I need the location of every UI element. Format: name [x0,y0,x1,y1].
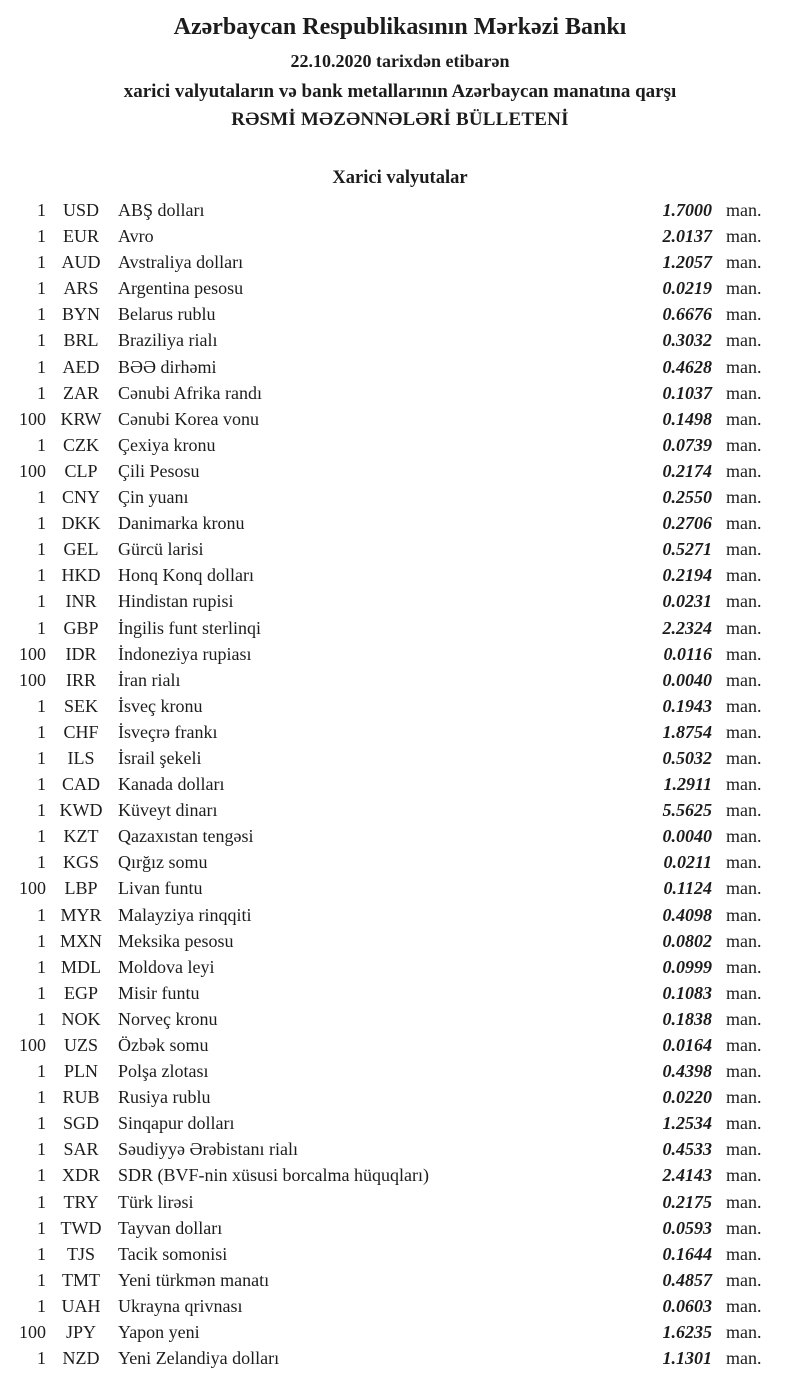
currency-name: Qırğız somu [118,852,208,873]
currency-name: Avro [118,226,154,247]
table-row [0,1293,800,1319]
document-subtitle: xarici valyutaların və bank metallarının Azərbaycan manatına qarşı [123,81,677,102]
currency-code: MXN [59,930,102,951]
currency-unit: man. [726,800,762,821]
currency-rate: 0.0739 [662,434,712,455]
currency-rate: 0.4398 [662,1061,712,1082]
currency-unit: man. [726,434,762,455]
currency-name: Yeni Zelandiya dolları [118,1348,280,1369]
currency-rate: 0.4098 [662,904,712,925]
currency-rate: 0.0164 [662,1035,712,1055]
currency-rate: 0.1498 [662,408,712,429]
currency-unit: man. [726,852,762,873]
currency-code: EUR [63,226,99,247]
table-row [0,615,800,641]
currency-name: Türk lirəsi [118,1191,194,1212]
table-row [0,510,800,536]
currency-unit: man. [726,408,762,429]
table-row [0,562,800,588]
currency-name: Belarus rublu [118,304,216,325]
currency-name: Tayvan dolları [118,1217,223,1238]
table-row [0,484,800,510]
currency-name: Malayziya rinqqiti [118,904,252,925]
currency-quantity: 1 [37,487,46,508]
currency-rate: 0.2174 [662,460,712,481]
currency-code: GBP [63,617,99,638]
currency-rate: 1.2057 [662,252,712,273]
currency-rate: 0.1037 [662,382,712,403]
table-row [0,1319,800,1345]
currency-unit: man. [726,539,762,560]
currency-rate: 1.2534 [662,1113,712,1134]
currency-quantity: 1 [37,826,46,847]
currency-code: NOK [61,1008,101,1029]
table-row [0,667,800,693]
currency-code: EGP [63,982,98,1003]
currency-name: İsrail şekeli [118,747,202,768]
table-row [0,641,800,667]
currency-name: İran rialı [118,669,181,690]
currency-rate: 1.1301 [662,1348,712,1369]
currency-unit: man. [726,695,762,716]
currency-unit: man. [726,1087,762,1108]
table-row [0,327,800,353]
table-row [0,1032,800,1058]
table-row [0,1136,800,1162]
document-header [0,12,800,131]
currency-quantity: 1 [37,1061,46,1082]
currency-rate: 0.1943 [662,695,712,716]
bank-title: Azərbaycan Respublikasının Mərkəzi Bankı [173,14,627,40]
currency-code: IRR [65,669,96,690]
currency-code: SGD [62,1113,99,1134]
currency-rate: 0.0593 [662,1217,712,1238]
currency-unit: man. [726,930,762,951]
currency-rate: 1.6235 [662,1322,712,1343]
currency-code: TRY [63,1191,99,1212]
currency-rate: 0.0116 [663,643,712,664]
currency-unit: man. [726,591,762,612]
currency-unit: man. [726,356,762,377]
currency-rate: 1.2911 [663,774,712,795]
currency-quantity: 1 [37,800,46,821]
currency-rate: 0.0040 [662,826,712,847]
currency-rate: 0.0999 [662,956,712,977]
table-row [0,1189,800,1215]
table-row [0,1110,800,1136]
currency-code: MDL [61,956,101,977]
currency-quantity: 1 [37,382,46,403]
currency-rate: 0.5032 [662,747,712,768]
currency-name: Honq Konq dolları [118,565,254,586]
currency-unit: man. [726,1243,762,1264]
currency-code: TWD [60,1217,102,1238]
currency-unit: man. [726,1139,762,1160]
currency-rate: 0.4533 [662,1139,712,1160]
currency-quantity: 1 [37,1113,46,1134]
currency-code: BRL [63,330,99,351]
currency-code: ARS [63,278,99,299]
currency-rate: 0.3032 [662,330,712,351]
currency-code: CZK [63,434,99,455]
currency-name: ABŞ dolları [118,200,205,220]
currency-code: TJS [66,1243,95,1264]
currency-code: INR [65,591,97,612]
currency-quantity: 1 [37,1269,46,1290]
currency-name: Çexiya kronu [118,434,216,455]
currency-rate: 0.2706 [662,513,712,534]
currency-name: Danimarka kronu [118,513,245,534]
currency-name: İngilis funt sterlinqi [118,617,261,638]
currency-rate: 0.4628 [662,356,712,377]
table-row [0,275,800,301]
table-row [0,1058,800,1084]
currency-unit: man. [726,1322,762,1343]
currency-rate: 0.4857 [662,1269,712,1290]
currency-name: Cənubi Afrika randı [118,382,262,403]
currency-rate: 0.0231 [662,591,712,612]
currency-quantity: 1 [37,721,46,742]
currency-unit: man. [726,904,762,925]
currency-code: SAR [63,1139,99,1160]
currency-quantity: 1 [37,852,46,873]
currency-code: UZS [63,1035,98,1055]
currency-quantity: 1 [37,200,46,220]
table-row [0,536,800,562]
table-row [0,902,800,928]
currency-unit: man. [726,617,762,638]
table-row [0,1084,800,1110]
table-row [0,980,800,1006]
currency-quantity: 1 [37,1243,46,1264]
currency-code: CHF [63,721,99,742]
table-row [0,823,800,849]
currency-rate: 0.0040 [662,669,712,690]
currency-rate: 0.6676 [662,304,712,325]
currency-quantity: 1 [37,617,46,638]
table-row [0,406,800,432]
currency-name: Hindistan rupisi [118,591,234,612]
currency-unit: man. [726,513,762,534]
currency-name: Moldova leyi [118,956,215,977]
currency-code: TMT [62,1269,100,1290]
currency-quantity: 1 [37,356,46,377]
currency-rate: 0.0603 [662,1295,712,1316]
currency-rate: 5.5625 [662,800,712,821]
currency-quantity: 1 [37,1008,46,1029]
currency-name: Cənubi Korea vonu [118,408,259,429]
currency-quantity: 1 [37,1348,46,1369]
currency-name: Rusiya rublu [118,1087,211,1108]
currency-code: UAH [61,1295,101,1316]
currency-quantity: 1 [37,747,46,768]
bulletin-title: RƏSMİ MƏZƏNNƏLƏRİ BÜLLETENİ [231,109,569,130]
currency-code: PLN [63,1061,98,1082]
currency-name: Səudiyyə Ərəbistanı rialı [118,1139,298,1160]
currency-quantity: 1 [37,1087,46,1108]
currency-unit: man. [726,826,762,847]
currency-quantity: 100 [19,1035,46,1055]
currency-code: AED [62,356,100,377]
exchange-rates-table [0,197,800,1371]
currency-code: KRW [60,408,102,429]
currency-code: BYN [61,304,100,325]
currency-name: İndoneziya rupiası [118,643,252,664]
currency-quantity: 100 [19,878,46,899]
currency-unit: man. [726,721,762,742]
currency-quantity: 1 [37,1217,46,1238]
currency-unit: man. [726,252,762,273]
table-row [0,797,800,823]
currency-unit: man. [726,956,762,977]
currency-quantity: 1 [37,982,46,1003]
currency-code: CAD [61,774,100,795]
currency-name: Sinqapur dolları [118,1113,235,1134]
currency-unit: man. [726,1113,762,1134]
currency-name: Livan funtu [118,878,203,899]
currency-unit: man. [726,1295,762,1316]
currency-unit: man. [726,382,762,403]
currency-unit: man. [726,669,762,690]
currency-name: Polşa zlotası [118,1061,209,1082]
currency-quantity: 1 [37,304,46,325]
table-row [0,1241,800,1267]
currency-name: Yeni türkmən manatı [118,1269,270,1290]
currency-name: Argentina pesosu [118,278,244,299]
currency-code: DKK [61,513,101,534]
currency-code: RUB [62,1087,100,1108]
currency-quantity: 100 [19,408,46,429]
currency-code: KWD [59,800,103,821]
currency-unit: man. [726,878,762,899]
currency-name: İsveç kronu [118,695,203,716]
section-title-foreign-currencies: Xarici valyutalar [332,168,468,188]
currency-rate: 0.1644 [662,1243,712,1264]
currency-name: Ukrayna qrivnası [118,1295,243,1316]
currency-quantity: 1 [37,956,46,977]
currency-rate: 0.5271 [662,539,712,560]
currency-rate: 0.0211 [663,852,712,873]
currency-name: Kanada dolları [118,774,225,795]
currency-code: ZAR [63,382,99,403]
currency-name: Tacik somonisi [118,1243,228,1264]
currency-code: AUD [61,252,101,273]
currency-quantity: 1 [37,695,46,716]
currency-code: NZD [62,1348,100,1369]
currency-unit: man. [726,200,762,220]
currency-rate: 1.8754 [662,721,712,742]
currency-quantity: 1 [37,252,46,273]
currency-quantity: 1 [37,1191,46,1212]
table-row [0,301,800,327]
table-row [0,1345,800,1371]
table-row [0,588,800,614]
table-row [0,1215,800,1241]
currency-unit: man. [726,565,762,586]
table-row [0,771,800,797]
table-row [0,954,800,980]
currency-quantity: 1 [37,904,46,925]
currency-code: KZT [63,826,99,847]
currency-code: GEL [63,539,99,560]
currency-rate: 0.1838 [662,1008,712,1029]
currency-rate: 0.0220 [662,1087,712,1108]
currency-unit: man. [726,1269,762,1290]
currency-quantity: 1 [37,539,46,560]
currency-quantity: 1 [37,774,46,795]
currency-name: Küveyt dinarı [118,800,218,821]
currency-unit: man. [726,487,762,508]
currency-rate: 0.2194 [662,565,712,586]
table-row [0,223,800,249]
currency-name: Çin yuanı [118,487,189,508]
currency-quantity: 1 [37,930,46,951]
currency-rate: 2.2324 [662,617,712,638]
currency-name: Norveç kronu [118,1008,218,1029]
currency-quantity: 100 [19,669,46,690]
currency-code: KGS [62,852,99,873]
currency-code: ILS [67,747,95,768]
table-row [0,875,800,901]
currency-code: CNY [61,487,100,508]
table-row [0,1267,800,1293]
currency-name: Avstraliya dolları [118,252,244,273]
currency-name: Braziliya rialı [118,330,218,351]
currency-name: Gürcü larisi [118,539,204,560]
currency-code: IDR [65,643,97,664]
currency-name: Çili Pesosu [118,460,200,481]
currency-name: Yapon yeni [118,1322,200,1343]
currency-unit: man. [726,304,762,325]
currency-unit: man. [726,330,762,351]
currency-rate: 0.2550 [662,487,712,508]
currency-quantity: 1 [37,330,46,351]
currency-code: USD [62,200,99,220]
currency-rate: 1.7000 [662,200,712,220]
table-row [0,1162,800,1188]
table-row [0,745,800,771]
table-row [0,380,800,406]
currency-quantity: 100 [19,643,46,664]
currency-unit: man. [726,1035,762,1055]
currency-unit: man. [726,982,762,1003]
effective-date: 22.10.2020 tarixdən etibarən [290,51,510,71]
table-row [0,249,800,275]
currency-quantity: 1 [37,278,46,299]
currency-quantity: 1 [37,226,46,247]
table-row [0,1006,800,1032]
currency-rate: 0.1124 [663,878,712,899]
currency-quantity: 100 [19,1322,46,1343]
currency-code: HKD [61,565,101,586]
currency-quantity: 1 [37,565,46,586]
currency-unit: man. [726,226,762,247]
currency-unit: man. [726,278,762,299]
currency-rate: 2.4143 [662,1165,712,1186]
table-row [0,719,800,745]
currency-code: XDR [61,1165,100,1186]
currency-unit: man. [726,460,762,481]
currency-unit: man. [726,1348,762,1369]
table-row [0,432,800,458]
table-row [0,354,800,380]
currency-unit: man. [726,1061,762,1082]
currency-rate: 0.0219 [662,278,712,299]
currency-code: LBP [64,878,98,899]
currency-unit: man. [726,1217,762,1238]
currency-code: SEK [63,695,98,716]
currency-unit: man. [726,747,762,768]
table-row [0,849,800,875]
currency-unit: man. [726,774,762,795]
table-row [0,197,800,223]
currency-name: SDR (BVF-nin xüsusi borcalma hüquqları) [118,1165,429,1186]
currency-quantity: 100 [19,460,46,481]
currency-quantity: 1 [37,1295,46,1316]
currency-unit: man. [726,1165,762,1186]
table-row [0,693,800,719]
currency-name: Meksika pesosu [118,930,234,951]
currency-code: MYR [60,904,102,925]
currency-quantity: 1 [37,1139,46,1160]
currency-quantity: 1 [37,591,46,612]
currency-quantity: 1 [37,434,46,455]
currency-name: İsveçrə frankı [118,721,218,742]
currency-name: Qazaxıstan tengəsi [118,826,254,847]
currency-rate: 0.2175 [662,1191,712,1212]
currency-name: Özbək somu [118,1035,209,1055]
currency-code: JPY [65,1322,96,1343]
currency-rate: 2.0137 [662,226,712,247]
currency-code: CLP [64,460,98,481]
table-row [0,458,800,484]
table-row [0,928,800,954]
currency-quantity: 1 [37,513,46,534]
currency-name: Misir funtu [118,982,200,1003]
currency-unit: man. [726,1008,762,1029]
currency-unit: man. [726,643,762,664]
currency-name: BƏƏ dirhəmi [118,356,217,377]
currency-rate: 0.0802 [662,930,712,951]
currency-unit: man. [726,1191,762,1212]
currency-quantity: 1 [37,1165,46,1186]
currency-rate: 0.1083 [662,982,712,1003]
